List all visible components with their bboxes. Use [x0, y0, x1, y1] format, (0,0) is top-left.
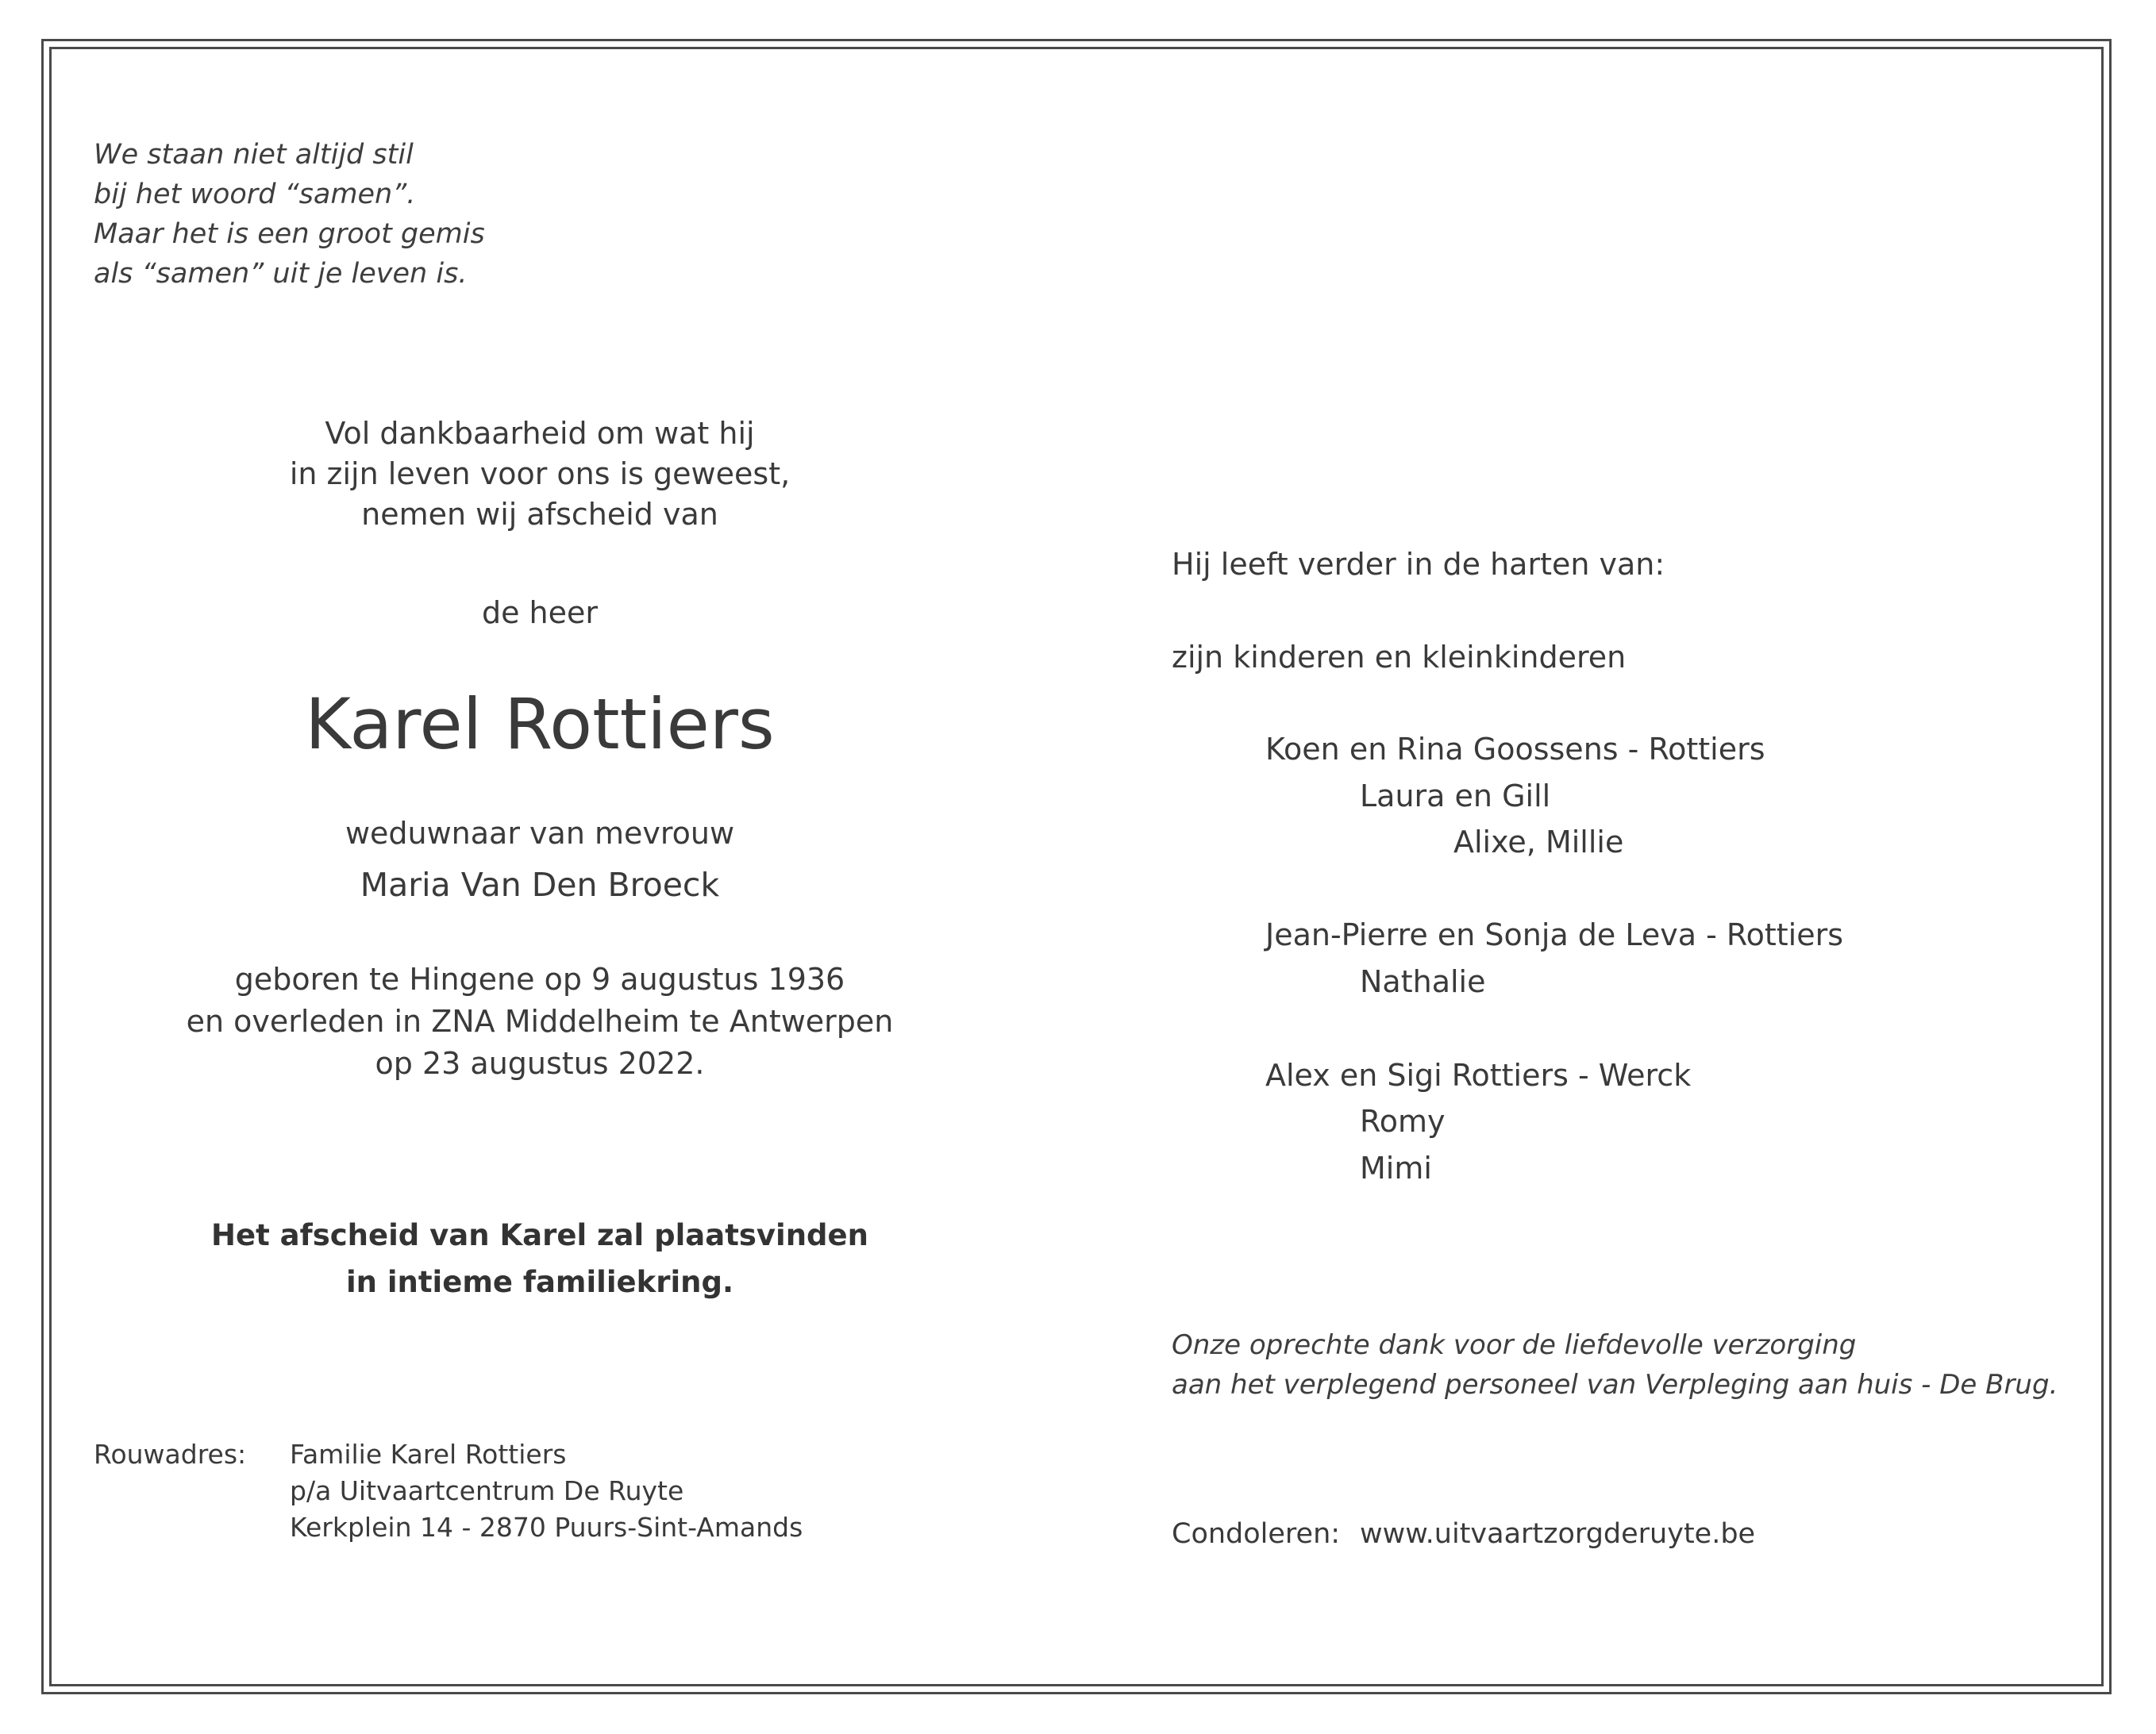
family-children: Laura en Gill: [1360, 779, 1551, 813]
deceased-name: Karel Rottiers: [305, 683, 775, 765]
farewell-line: in intieme familiekring.: [345, 1265, 734, 1299]
dates: [143, 959, 937, 1085]
family-child: Romy: [1360, 1104, 1446, 1139]
farewell-notice: [143, 1212, 937, 1305]
condolences-label: Condoleren:: [1172, 1518, 1341, 1550]
address-line: Kerkplein 14 - 2870 Puurs-Sint-Amands: [290, 1512, 803, 1543]
family-parents: Koen en Rina Goossens - Rottiers: [1265, 732, 1765, 767]
title-label: de heer: [481, 595, 599, 630]
survivors-subtitle: zijn kinderen en kleinkinderen: [1172, 640, 1627, 675]
condolences-url: www.uitvaartzorgderuyte.be: [1360, 1518, 1756, 1550]
thanks-note: [1172, 1325, 2058, 1405]
intro-line: Vol dankbaarheid om wat hij: [325, 416, 755, 451]
family-parents: Jean-Pierre en Sonja de Leva - Rottiers: [1265, 917, 1844, 952]
address-block: [290, 1436, 803, 1546]
thanks-line: aan het verplegend personeel van Verpleging aan huis - De Brug.: [1172, 1369, 2058, 1401]
poem-line: We staan niet altijd stil: [94, 139, 414, 171]
poem-line: Maar het is een groot gemis: [94, 218, 485, 250]
dates-line: op 23 augustus 2022.: [375, 1046, 705, 1081]
farewell-line: Het afscheid van Karel zal plaatsvinden: [211, 1218, 868, 1252]
intro-line: in zijn leven voor ons is geweest,: [289, 456, 791, 491]
widower-label: weduwnaar van mevrouw: [345, 816, 735, 851]
thanks-line: Onze oprechte dank voor de liefdevolle verzorging: [1172, 1329, 1857, 1361]
address-line: p/a Uitvaartcentrum De Ruyte: [290, 1475, 684, 1506]
spouse-name: Maria Van Den Broeck: [360, 866, 720, 904]
poem-line: als “samen” uit je leven is.: [94, 258, 468, 290]
family-child: Mimi: [1360, 1151, 1432, 1186]
intro-text: [143, 413, 937, 535]
intro-line: nemen wij afscheid van: [361, 497, 718, 532]
dates-line: geboren te Hingene op 9 augustus 1936: [234, 962, 845, 997]
address-label: Rouwadres:: [94, 1439, 247, 1470]
dates-line: en overleden in ZNA Middelheim te Antwerpen: [186, 1004, 894, 1039]
family-grandchildren: Alixe, Millie: [1453, 825, 1624, 859]
poem: [94, 135, 485, 294]
address-line: Familie Karel Rottiers: [290, 1439, 567, 1470]
family-parents: Alex en Sigi Rottiers - Werck: [1265, 1058, 1692, 1093]
survivors-intro: Hij leeft verder in de harten van:: [1172, 547, 1665, 582]
family-children: Nathalie: [1360, 964, 1486, 999]
poem-line: bij het woord “samen”.: [94, 179, 416, 210]
